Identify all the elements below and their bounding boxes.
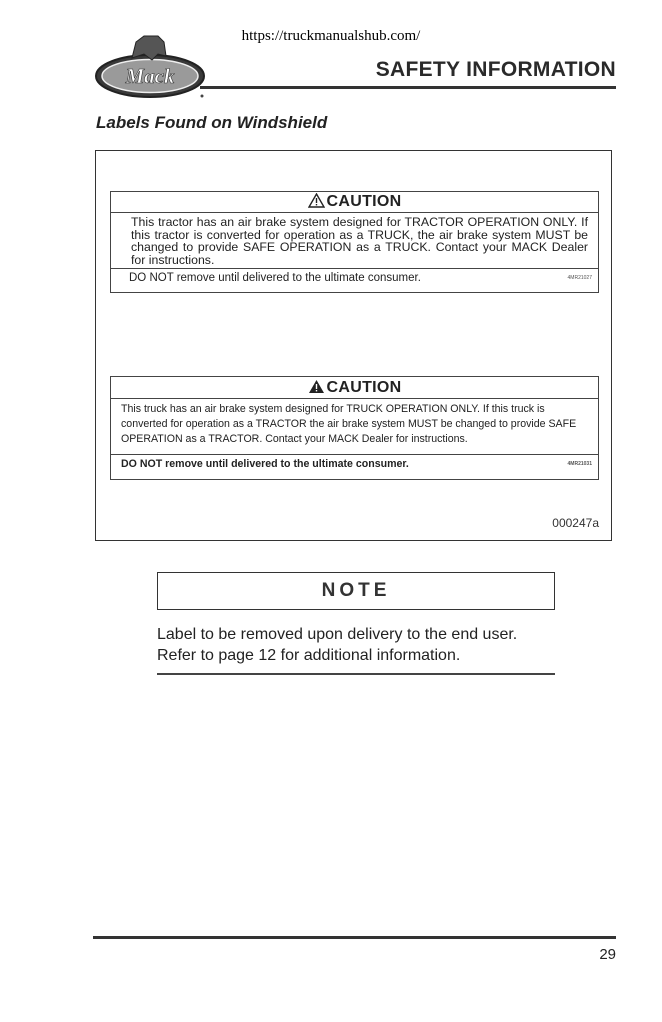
warning-triangle-icon — [308, 193, 325, 208]
caution-label-tractor — [110, 191, 599, 293]
caution-heading — [111, 192, 598, 213]
caution-heading-text: CAUTION — [326, 379, 402, 396]
page-number: 29 — [599, 946, 616, 963]
mack-logo — [92, 30, 210, 102]
source-url: https://truckmanualshub.com/ — [241, 28, 421, 44]
note-rule — [157, 673, 555, 675]
caution-footer-text: DO NOT remove until delivered to the ultimate consumer. — [129, 272, 421, 284]
footer-rule — [93, 936, 616, 939]
note-line: Label to be removed upon delivery to the end user. — [157, 626, 518, 643]
section-title: Labels Found on Windshield — [96, 113, 328, 132]
caution-body: This truck has an air brake system designed for TRUCK OPERATION ONLY. If this truck is converted for operation as a TRACTOR the air brake system MUST be changed to provide SAFE OPERATION as a TRACTOR. Contact your MACK Dealer for instructions. — [111, 399, 598, 455]
labels-figure — [95, 150, 612, 541]
caution-footer — [111, 269, 598, 284]
caution-heading-text: CAUTION — [326, 193, 402, 210]
note-heading: NOTE — [157, 572, 555, 610]
svg-text:Mack: Mack — [125, 64, 175, 88]
caution-footer-text: DO NOT remove until delivered to the ultimate consumer. — [121, 458, 409, 470]
caution-heading — [111, 377, 598, 399]
caution-footer — [111, 455, 598, 470]
label-code: 4MR21027 — [567, 275, 592, 281]
note-line: Refer to page 12 for additional information. — [157, 647, 461, 664]
label-code: 4MR21031 — [567, 461, 592, 467]
caution-label-truck — [110, 376, 599, 480]
header-rule — [200, 86, 616, 89]
page-header-title: SAFETY INFORMATION — [375, 58, 616, 81]
warning-triangle-icon — [308, 379, 325, 394]
figure-number: 000247a — [552, 516, 599, 530]
note-text — [157, 624, 517, 666]
caution-body: This tractor has an air brake system designed for TRACTOR OPERATION ONLY. If this tractor is converted for operation as a TRUCK, the air brake system MUST be changed to provide SAFE OPERATION as a TRUCK. Contact your MACK Dealer for instructions. — [111, 213, 598, 269]
